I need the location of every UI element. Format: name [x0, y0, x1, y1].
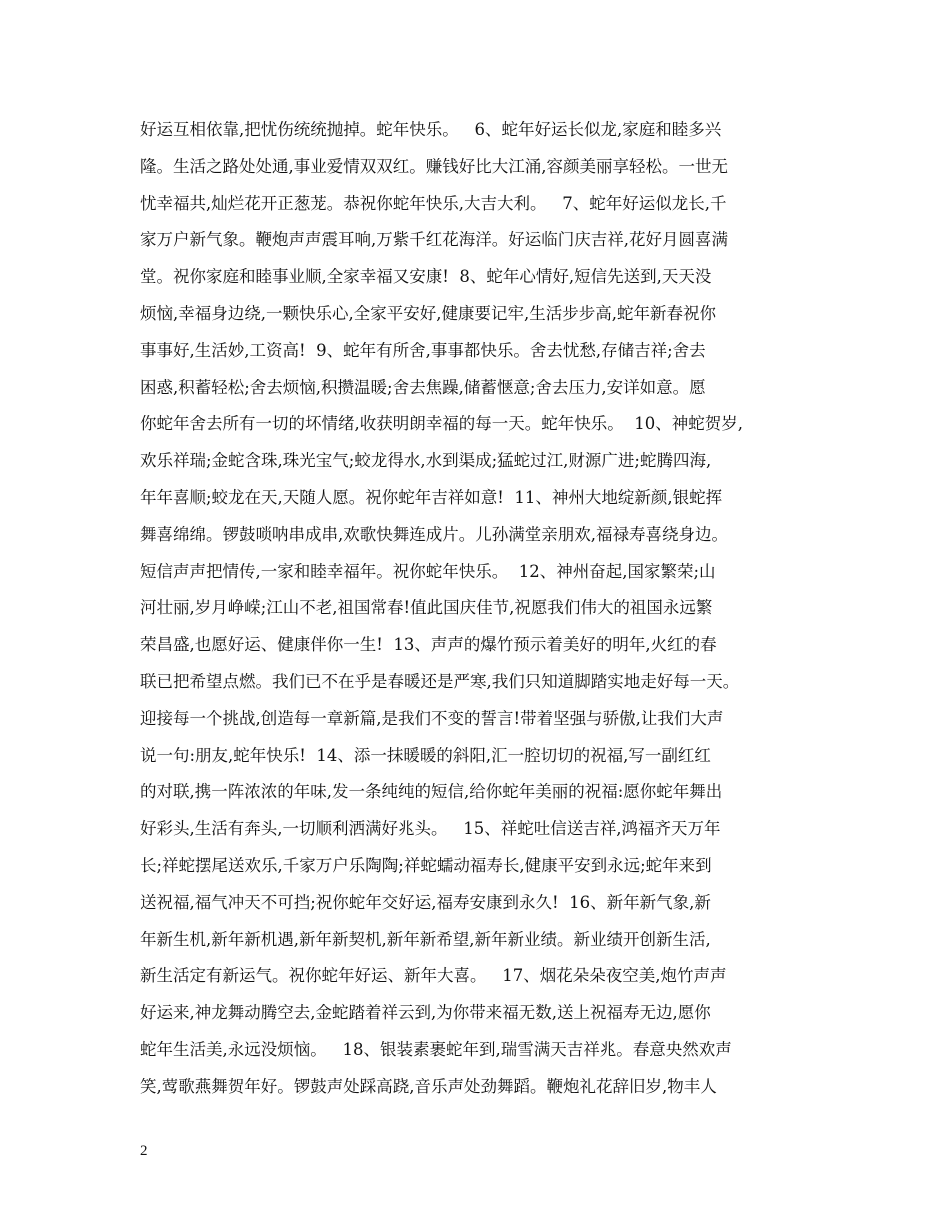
- page-number: 2: [140, 1143, 148, 1159]
- text-line: 笑,莺歌燕舞贺年好。锣鼓声处踩高跷,音乐声处劲舞蹈。鞭炮礼花辞旧岁,物丰人: [140, 1076, 717, 1096]
- text-line: 家万户新气象。鞭炮声声震耳响,万紫千红花海洋。好运临门庆吉祥,花好月圆喜满: [140, 230, 728, 250]
- text-line: 蛇年生活美,永远没烦恼。 18、银装素裹蛇年到,瑞雪满天吉祥兆。春意央然欢声: [140, 1039, 732, 1059]
- text-line: 忧幸福共,灿烂花开正葱茏。恭祝你蛇年快乐,大吉大利。 7、蛇年好运似龙长,千: [140, 193, 727, 213]
- text-line: 舞喜绵绵。锣鼓唢呐串成串,欢歌快舞连成片。儿孙满堂亲朋欢,福禄寿喜绕身边。: [140, 524, 728, 544]
- text-line: 好运互相依靠,把忧伤统统抛掉。蛇年快乐。 6、蛇年好运长似龙,家庭和睦多兴: [140, 120, 722, 139]
- text-line: 送祝福,福气冲天不可挡;祝你蛇年交好运,福寿安康到永久! 16、新年新气象,新: [140, 892, 711, 912]
- text-line: 困惑,积蓄轻松;舍去烦恼,积攒温暖;舍去焦躁,储蓄惬意;舍去压力,安详如意。愿: [140, 377, 706, 397]
- text-line: 你蛇年舍去所有一切的坏情绪,收获明朗幸福的每一天。蛇年快乐。 10、神蛇贺岁,: [140, 414, 743, 434]
- text-line: 年新生机,新年新机遇,新年新契机,新年新希望,新年新业绩。新业绩开创新生活,: [140, 929, 711, 949]
- text-line: 堂。祝你家庭和睦事业顺,全家幸福又安康! 8、蛇年心情好,短信先送到,天天没: [140, 267, 712, 287]
- body-text: [140, 112, 830, 1106]
- text-line: 迎接每一个挑战,创造每一章新篇,是我们不变的誓言!带着坚强与骄傲,让我们大声: [140, 708, 724, 728]
- text-line: 长;祥蛇摆尾送欢乐,千家万户乐陶陶;祥蛇蠕动福寿长,健康平安到永远;蛇年来到: [140, 855, 712, 875]
- text-line: 新生活定有新运气。祝你蛇年好运、新年大喜。 17、烟花朵朵夜空美,炮竹声声: [140, 966, 727, 986]
- text-line: 联已把希望点燃。我们已不在乎是春暖还是严寒,我们只知道脚踏实地走好每一天。: [140, 671, 740, 691]
- text-line: 荣昌盛,也愿好运、健康伴你一生! 13、声声的爆竹预示着美好的明年,火红的春: [140, 635, 717, 655]
- text-line: 的对联,携一阵浓浓的年味,发一条纯纯的短信,给你蛇年美丽的祝福:愿你蛇年舞出: [140, 782, 723, 802]
- text-line: 事事好,生活妙,工资高! 9、蛇年有所舍,事事都快乐。舍去忧愁,存储吉祥;舍去: [140, 340, 706, 360]
- text-line: 好运来,神龙舞动腾空去,金蛇踏着祥云到,为你带来福无数,送上祝福寿无边,愿你: [140, 1003, 711, 1023]
- text-line: 年年喜顺;蛟龙在天,天随人愿。祝你蛇年吉祥如意! 11、神州大地绽新颜,银蛇挥: [140, 487, 723, 507]
- text-line: 欢乐祥瑞;金蛇含珠,珠光宝气;蛟龙得水,水到渠成;猛蛇过江,财源广进;蛇腾四海,: [140, 451, 712, 471]
- text-line: 河壮丽,岁月峥嵘;江山不老,祖国常春!值此国庆佳节,祝愿我们伟大的祖国永远繁: [140, 598, 713, 618]
- text-line: 隆。生活之路处处通,事业爱情双双红。赚钱好比大江涌,容颜美丽享轻松。一世无: [140, 156, 728, 176]
- text-line: 烦恼,幸福身边绕,一颗快乐心,全家平安好,健康要记牢,生活步步高,蛇年新春祝你: [140, 303, 716, 323]
- text-line: 短信声声把情传,一家和睦幸福年。祝你蛇年快乐。 12、神州奋起,国家繁荣;山: [140, 561, 716, 581]
- text-line: 说一句:朋友,蛇年快乐! 14、添一抹暖暖的斜阳,汇一腔切切的祝福,写一副红红: [140, 745, 711, 765]
- text-line: 好彩头,生活有奔头,一切顺利洒满好兆头。 15、祥蛇吐信送吉祥,鸿福齐天万年: [140, 819, 721, 839]
